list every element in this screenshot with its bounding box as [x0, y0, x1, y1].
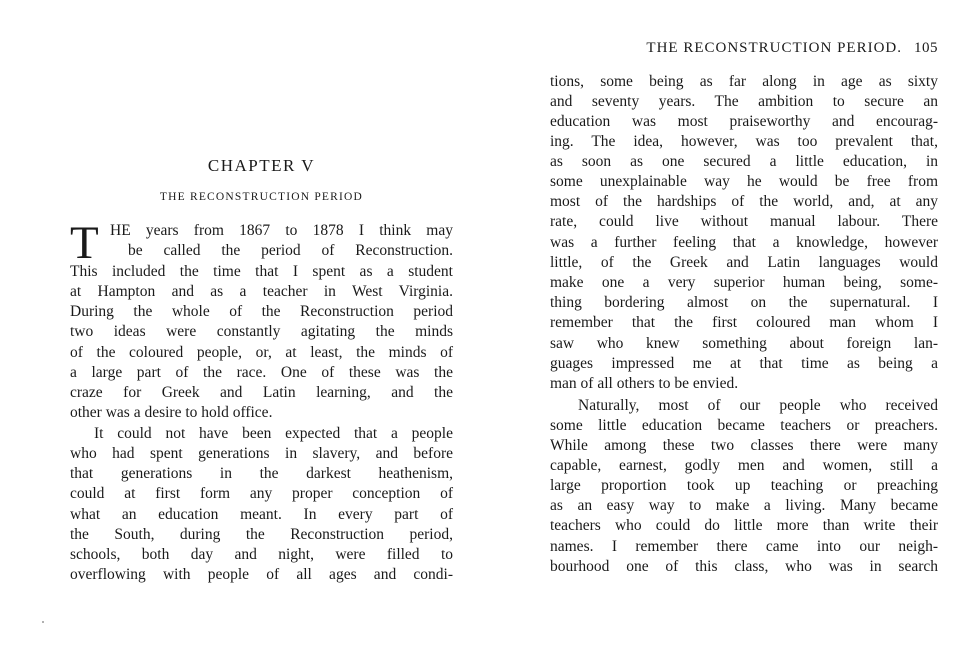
text-line: make one a very superior human being, some- [550, 274, 938, 291]
text-line: education was most praiseworthy and encourag- [550, 113, 938, 130]
text-line: what an education meant. In every part of [70, 506, 453, 523]
text-line: guages impressed me at that time as being a [550, 355, 938, 372]
text-line: overflowing with people of all ages and condi- [70, 566, 453, 583]
text-line: thing bordering almost on the supernatural. I [550, 294, 938, 311]
text-line: capable, earnest, godly men and women, still a [550, 457, 938, 474]
text-line: some unexplainable way he would be free from [550, 173, 938, 190]
text-line: other was a desire to hold office. [70, 404, 273, 421]
text-line: schools, both day and night, were filled to [70, 546, 453, 563]
text-line: at Hampton and as a teacher in West Virginia. [70, 283, 453, 300]
text-line: Naturally, most of our people who received [578, 397, 938, 414]
text-line: be called the period of Reconstruction. [128, 242, 453, 259]
text-line: most of the hardships of the world, and, at any [550, 193, 938, 210]
text-line: a large part of the race. One of these was the [70, 364, 453, 381]
text-line: of the coloured people, or, at least, the minds of [70, 344, 453, 361]
text-line: large proportion took up teaching or preaching [550, 477, 938, 494]
drop-cap: T [70, 217, 99, 269]
text-line: tions, some being as far along in age as sixty [550, 73, 938, 90]
running-head-title: THE RECONSTRUCTION PERIOD. [646, 40, 902, 56]
text-line: rate, could live without manual labour. There [550, 213, 938, 230]
text-line: little, of the Greek and Latin languages would [550, 254, 938, 271]
text-line: teachers who could do little more than write their [550, 517, 938, 534]
text-line: the South, during the Reconstruction period, [70, 526, 453, 543]
text-line: could at first form any proper conception of [70, 485, 453, 502]
scan-speck [42, 621, 44, 623]
text-line: man of all others to be envied. [550, 375, 739, 392]
text-line: as an easy way to make a living. Many became [550, 497, 938, 514]
text-line: This included the time that I spent as a student [70, 263, 453, 280]
text-line: remember that the first coloured man whom I [550, 314, 938, 331]
text-line: and seventy years. The ambition to secure an [550, 93, 938, 110]
text-line: bourhood one of this class, who was in search [550, 558, 938, 575]
text-line: who had spent generations in slavery, and before [70, 445, 453, 462]
running-head [646, 40, 938, 57]
text-line: that generations in the darkest heathenism, [70, 465, 453, 482]
text-line: During the whole of the Reconstruction period [70, 303, 453, 320]
text-line: saw who knew something about foreign lan- [550, 335, 938, 352]
text-line: two ideas were constantly agitating the minds [70, 323, 453, 340]
text-line: While among these two classes there were many [550, 437, 938, 454]
text-line: HE years from 1867 to 1878 I think may [110, 222, 453, 239]
chapter-title: THE RECONSTRUCTION PERIOD [159, 191, 364, 203]
text-line: some little education became teachers or preachers. [550, 417, 938, 434]
text-line: names. I remember there came into our neigh- [550, 538, 938, 555]
text-line: It could not have been expected that a people [94, 425, 453, 442]
text-line: as soon as one secured a little education, in [550, 153, 938, 170]
chapter-number: CHAPTER V [207, 156, 316, 175]
text-line: was a further feeling that a knowledge, however [550, 234, 938, 251]
text-line: craze for Greek and Latin learning, and the [70, 384, 453, 401]
page-number: 105 [914, 40, 938, 56]
text-line: ing. The idea, however, was too prevalent that, [550, 133, 938, 150]
